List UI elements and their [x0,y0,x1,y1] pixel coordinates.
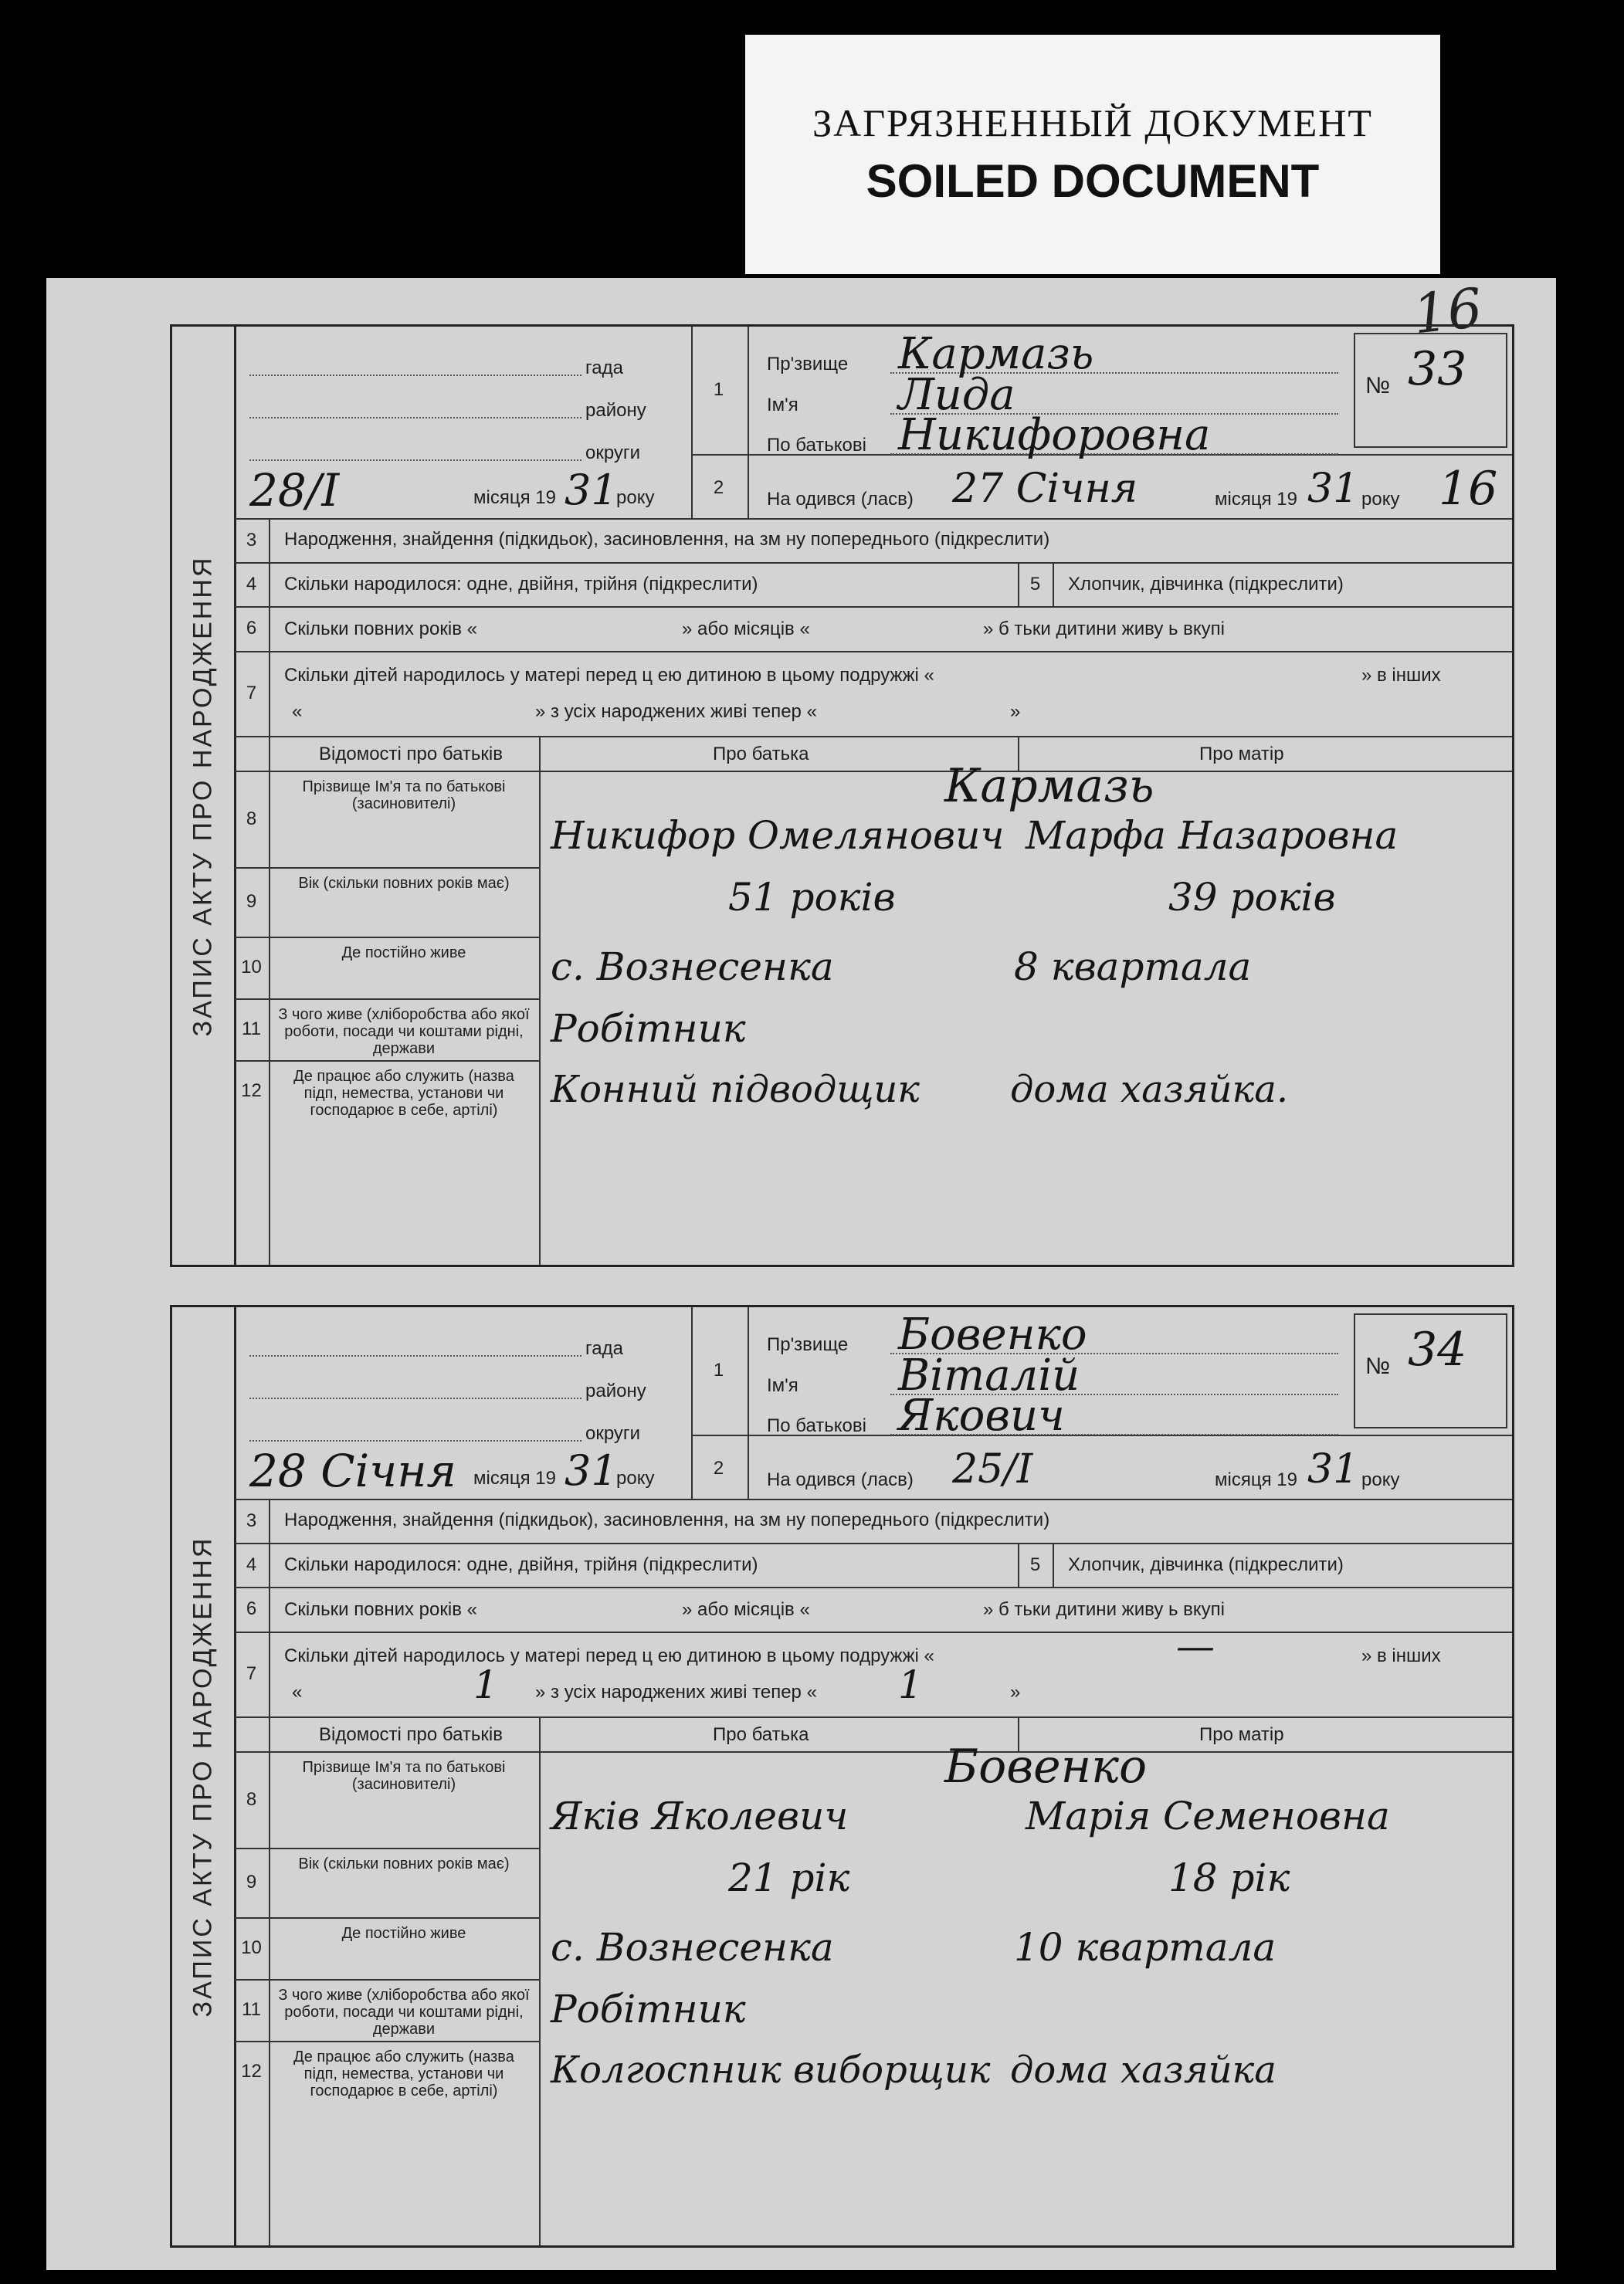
divider [234,2041,539,2042]
row7a-text: Скільки дітей народилось у матері перед ц ею дитиною в цьому подружжі « [284,1645,934,1666]
row-num: 12 [241,2061,262,2082]
row5-text: Хлопчик, дівчинка (підкреслити) [1068,574,1344,595]
fill-line [249,1440,581,1442]
patronymic-value: Якович [898,1391,1065,1441]
place-label: гада [585,358,623,378]
born-month-label: місяця 19 [1215,1469,1297,1490]
place-label: округи [585,1423,641,1444]
livelihood: Робітник [551,1006,746,1051]
divider [691,1307,693,1499]
month-label: місяця 19 [473,487,556,508]
mother-header: Про матір [1199,1724,1284,1745]
row-num: 5 [1029,574,1041,595]
divider [234,1543,1512,1544]
row7e-text: » [1010,701,1021,722]
father-header: Про батька [713,744,809,764]
birth-date: 27 Січня [952,466,1138,512]
father-age: 21 рік [728,1855,850,1900]
divider [691,327,693,518]
mother-work: дома хазяйка. [1010,1068,1289,1111]
divider [234,651,1512,652]
row10-label: Де постійно живе [341,944,466,961]
father-header: Про батька [713,1724,809,1745]
other-children: 1 [473,1662,498,1707]
row-num: 9 [246,1872,257,1893]
divider [234,1716,1512,1718]
row3-text: Народження, знайдення (підкидьок), засиновлення, на зм ну попереднього (підкреслити) [284,1510,1050,1530]
divider [234,867,539,869]
divider [234,562,1512,564]
margin-mark: 16 [1439,462,1498,516]
row6c-text: » б тьки дитини живу ь вкупі [983,1599,1226,1620]
fill-line [249,374,581,376]
row8-label: Прізвище Ім'я та по батькові (засиновителі) [302,1759,506,1793]
info-header: Відомості про батьків [319,744,503,764]
place-label: гада [585,1338,623,1359]
surname-label: Пр'звище [767,1334,849,1355]
mother-name: Марфа Назаровна [1026,813,1399,858]
row-num: 4 [246,573,257,595]
row5-text: Хлопчик, дівчинка (підкреслити) [1068,1554,1344,1575]
family-surname: Кармазь [944,759,1154,813]
reg-year: 31 [565,466,618,514]
divider [234,771,1512,772]
mother-header: Про матір [1199,744,1284,764]
residence-quarter: 10 квартала [1014,1925,1276,1970]
stamp-english: SOILED DOCUMENT [866,155,1320,207]
born-label: На одився (ласв) [767,489,914,510]
divider [539,736,541,1265]
row-num: 8 [246,1788,257,1810]
birth-year: 31 [1307,466,1359,512]
divider [269,1499,270,2245]
row9-label: Вік (скільки повних років має) [298,875,510,892]
row-num: 7 [246,683,257,703]
residence-quarter: 8 квартала [1014,944,1252,989]
residence: с. Вознесенка [551,944,834,989]
row7b-text: » в інших [1361,1645,1441,1666]
row-num: 6 [246,618,257,639]
divider [234,998,539,1000]
birth-year: 31 [1307,1446,1359,1493]
side-title-cell [172,1307,236,2245]
mother-age: 39 років [1168,875,1336,920]
divider [234,1848,539,1849]
place-label: району [585,1381,646,1401]
record-number: 33 [1408,342,1467,396]
divider [234,1499,1512,1500]
divider [1053,1543,1054,1587]
row7c-text: « [292,1682,303,1703]
record-number: 34 [1408,1323,1467,1377]
father-name: Никифор Омелянович [551,813,1005,858]
divider [539,1716,541,2245]
row-num: 10 [241,957,262,978]
row6c-text: » б тьки дитини живу ь вкупі [983,618,1226,639]
row-num: 2 [713,477,724,498]
divider [748,1307,749,1499]
row-num: 12 [241,1080,262,1101]
born-year-label: року [1361,489,1400,510]
year-label: року [616,1468,655,1489]
soiled-document-label [745,35,1440,274]
divider [269,518,270,1265]
side-title: ЗАПИС АКТУ ПРО НАРОДЖЕННЯ [188,555,218,1036]
divider [234,606,1512,608]
born-label: На одився (ласв) [767,1469,914,1490]
divider [1053,562,1054,606]
row6b-text: » або місяців « [682,1599,810,1620]
month-label: місяця 19 [473,1468,556,1489]
number-label: № [1365,1354,1391,1379]
father-work: Конний підводщик [551,1068,920,1111]
fill-line [249,1398,581,1399]
row-num: 3 [246,529,257,551]
row-num: 11 [242,1999,261,2020]
row6a-text: Скільки повних років « [284,618,477,639]
patronymic-value: Никифоровна [898,410,1211,460]
row7d-text: » з усіх народжених живі тепер « [535,1682,817,1703]
row7a-text: Скільки дітей народилось у матері перед ц ею дитиною в цьому подружжі « [284,665,934,686]
mother-work: дома хазяйка [1010,2048,1276,2092]
row-num: 5 [1029,1554,1041,1575]
row7c-text: « [292,701,303,722]
birth-date: 25/I [952,1446,1033,1493]
row-num: 7 [246,1663,257,1684]
place-label: округи [585,442,641,463]
stamp-russian: ЗАГРЯЗНЕННЫЙ ДОКУМЕНТ [812,101,1373,144]
reg-date: 28/I [249,464,340,517]
divider [234,1632,1512,1633]
reg-year: 31 [565,1446,618,1495]
father-work: Колгоспник виборщик [551,2048,991,2092]
row-num: 1 [713,379,724,400]
sheet-number: 16 [1409,276,1486,347]
row9-label: Вік (скільки повних років має) [298,1855,510,1872]
row8-label: Прізвище Ім'я та по батькові (засиновителі) [302,778,506,812]
divider [234,1060,539,1062]
mother-name: Марія Семеновна [1026,1794,1390,1838]
row12-label: Де працює або служить (назва підп, немества, установи чи господарює в себе, артілі) [293,2048,514,2099]
register-page [46,278,1556,2270]
row-num: 3 [246,1510,257,1531]
fill-line [249,1355,581,1357]
row-num: 8 [246,808,257,829]
divider [234,937,539,938]
divider [234,1751,1512,1753]
divider [234,736,1512,737]
mother-age: 18 рік [1168,1855,1290,1900]
name-label: Ім'я [767,1375,798,1396]
patronymic-label: По батькові [767,1415,866,1436]
row-num: 4 [246,1554,257,1575]
surname-value: Кармазь [898,329,1094,379]
name-value: Віталій [898,1350,1080,1401]
row-num: 1 [713,1360,724,1381]
side-title-cell [172,327,236,1265]
surname-value: Бовенко [898,1310,1087,1360]
name-value: Лида [898,370,1015,420]
row7e-text: » [1010,1682,1021,1703]
fill-line [249,417,581,419]
row7d-text: » з усіх народжених живі тепер « [535,701,817,722]
info-header: Відомості про батьків [319,1724,503,1745]
row-num: 2 [713,1458,724,1479]
birth-record [170,1305,1514,2248]
reg-date: 28 Січня [249,1445,456,1497]
row6a-text: Скільки повних років « [284,1599,477,1620]
name-label: Ім'я [767,395,798,415]
year-label: року [616,487,655,508]
number-label: № [1365,373,1391,398]
row4-text: Скільки народилося: одне, двійня, трійня (підкреслити) [284,574,758,595]
place-label: району [585,400,646,421]
divider [234,518,1512,520]
row7b-text: » в інших [1361,665,1441,686]
prev-children: — [1176,1624,1215,1669]
row-num: 6 [246,1598,257,1619]
row-num: 11 [242,1018,261,1039]
birth-record [170,324,1514,1267]
divider [234,1979,539,1981]
row6b-text: » або місяців « [682,618,810,639]
born-month-label: місяця 19 [1215,489,1297,510]
row-num: 9 [246,891,257,912]
row-num: 10 [241,1937,262,1958]
row3-text: Народження, знайдення (підкидьок), засиновлення, на зм ну попереднього (підкреслити) [284,529,1050,550]
alive-now: 1 [898,1662,923,1707]
residence: с. Вознесенка [551,1925,834,1970]
patronymic-label: По батькові [767,435,866,456]
father-age: 51 років [728,875,896,920]
fill-line [249,459,581,461]
divider [234,1587,1512,1588]
side-title: ЗАПИС АКТУ ПРО НАРОДЖЕННЯ [188,1536,218,2017]
divider [748,327,749,518]
divider [234,1917,539,1919]
father-name: Яків Яколевич [551,1794,849,1838]
surname-label: Пр'звище [767,354,849,374]
row10-label: Де постійно живе [341,1925,466,1942]
family-surname: Бовенко [944,1740,1148,1794]
row4-text: Скільки народилося: одне, двійня, трійня (підкреслити) [284,1554,758,1575]
row12-label: Де працює або служить (назва підп, немества, установи чи господарює в себе, артілі) [293,1068,514,1119]
livelihood: Робітник [551,1987,746,2032]
row11-label: З чого живе (хліборобства або якої роботи, посади чи коштами рідні, держави [278,1006,530,1057]
born-year-label: року [1361,1469,1400,1490]
row11-label: З чого живе (хліборобства або якої роботи, посади чи коштами рідні, держави [278,1987,530,2038]
